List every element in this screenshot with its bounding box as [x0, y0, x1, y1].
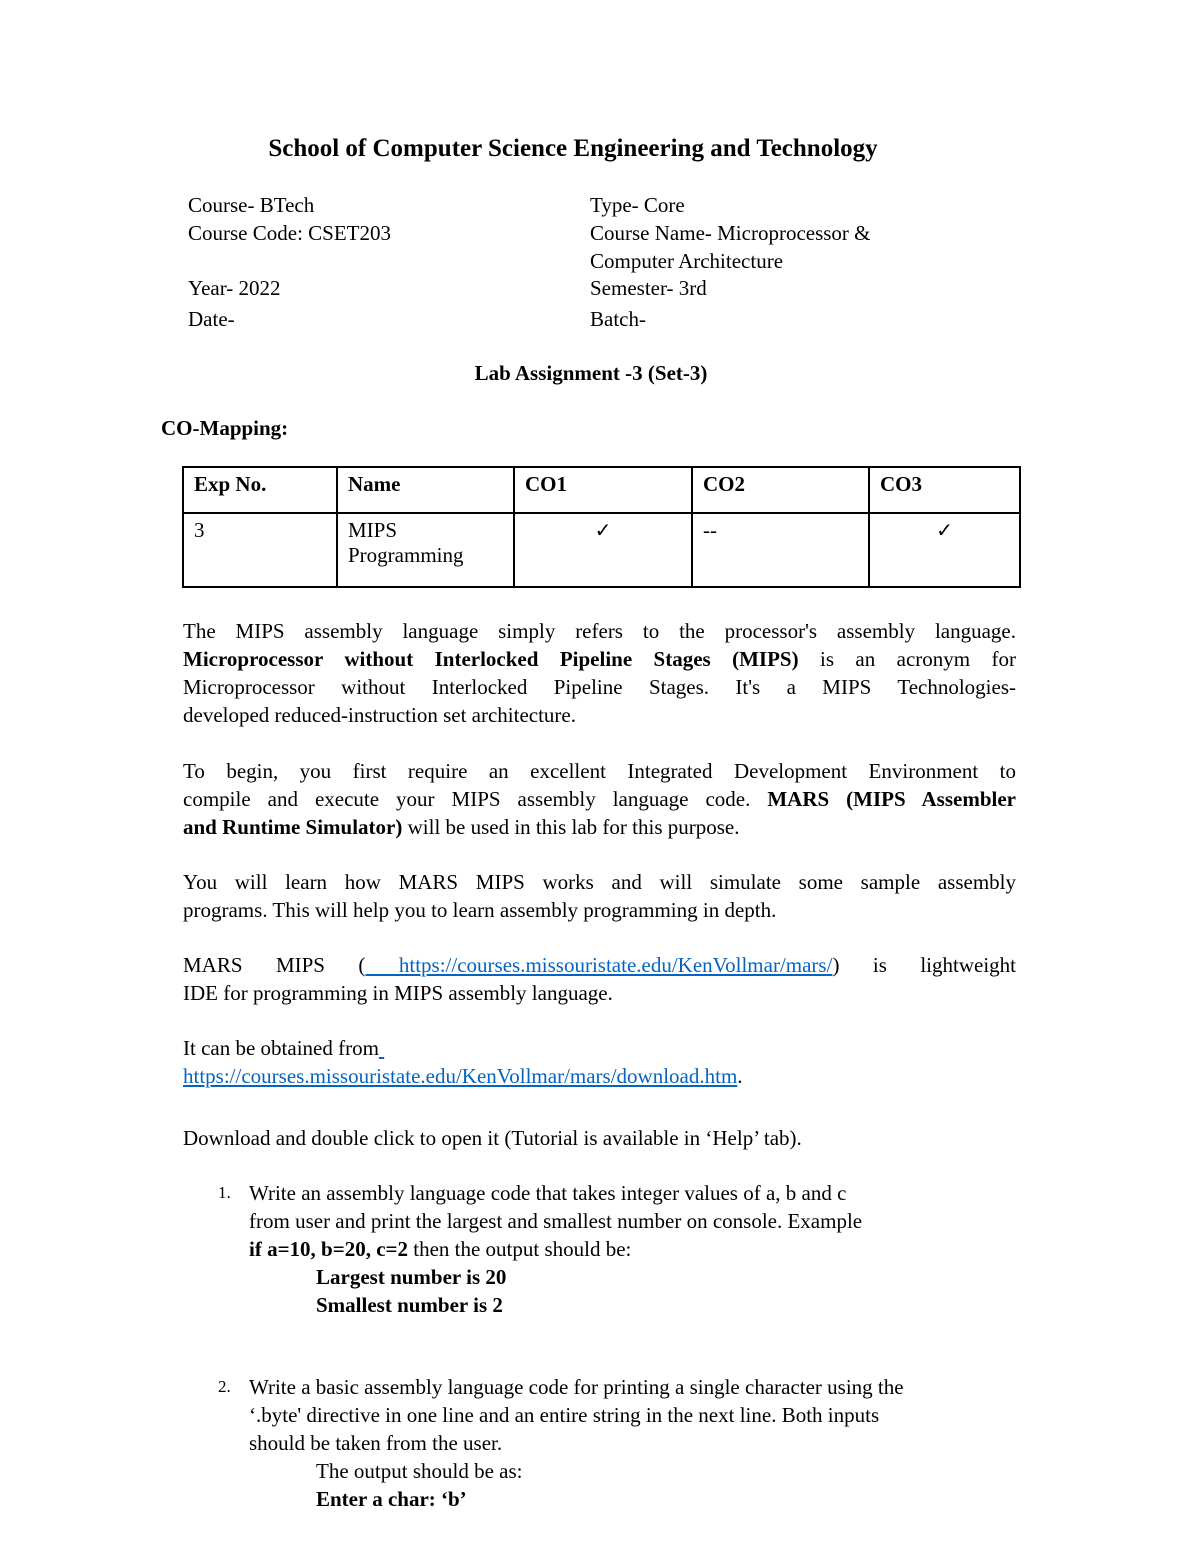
output-line-char: Enter a char: ‘b’ [316, 1487, 467, 1511]
text-line: IDE for programming in MIPS assembly language. [183, 981, 613, 1005]
header-co2: CO2 [692, 467, 869, 513]
text-line [249, 1235, 862, 1263]
header-name: Name [337, 467, 514, 513]
cell-name-line2: Programming [348, 543, 464, 567]
paragraph-ide [183, 757, 1016, 841]
paragraph-mips-intro [183, 617, 1016, 729]
bold-term: if a=10, b=20, c=2 [249, 1237, 408, 1261]
output-line-largest: Largest number is 20 [316, 1265, 507, 1289]
text-line: The output should be as: [316, 1459, 523, 1483]
text-line: ‘.byte' directive in one line and an entire string in the next line. Both inputs [249, 1403, 880, 1427]
meta-course-code: Course Code: CSET203 [188, 221, 391, 245]
cell-co2: -- [692, 513, 869, 587]
bold-term: MARS (MIPS Assembler [767, 787, 1016, 811]
text-span: will be used in this lab for this purpose. [402, 815, 740, 839]
text-span: compile and execute your MIPS assembly language code. [183, 787, 768, 811]
text-line [183, 1034, 1016, 1062]
mars-download-link[interactable]: https://courses.missouristate.edu/KenVollmar/mars/download.htm [183, 1064, 738, 1088]
meta-course-name-2: Computer Architecture [590, 249, 784, 273]
text-line [183, 951, 1016, 979]
question-2-number: 2. [218, 1377, 231, 1396]
text-line: The MIPS assembly language simply refers to the processor's assembly language. [183, 619, 1016, 643]
text-span: MARS MIPS ( [183, 953, 366, 977]
text-span: is an acronym for [798, 647, 1016, 671]
assignment-title: Lab Assignment -3 (Set-3) [474, 361, 708, 385]
text-line: should be taken from the user. [249, 1431, 503, 1455]
text-line [183, 813, 1016, 841]
meta-date: Date- [188, 307, 235, 331]
checkmark-icon: ✓ [594, 518, 612, 542]
meta-batch: Batch- [590, 307, 646, 331]
meta-course-name-1: Course Name- Microprocessor & [590, 221, 871, 245]
meta-semester: Semester- 3rd [590, 276, 707, 300]
mars-home-link[interactable]: https://courses.missouristate.edu/KenVollmar/mars/ [365, 953, 833, 977]
text-line: Write a basic assembly language code for printing a single character using the [249, 1375, 904, 1399]
question-2 [249, 1373, 904, 1513]
text-span: then the output should be: [407, 1237, 632, 1261]
text-line [183, 785, 1016, 813]
question-1 [249, 1179, 862, 1319]
document-title: School of Computer Science Engineering and Technology [268, 135, 878, 162]
text-line [183, 1062, 1016, 1090]
link-underline-space[interactable] [379, 1036, 384, 1060]
text-line: from user and print the largest and smallest number on console. Example [249, 1209, 863, 1233]
text-line: Microprocessor without Interlocked Pipeline Stages. It's a MIPS Technologies- [183, 675, 1016, 699]
cell-name-line1: MIPS [348, 518, 398, 542]
paragraph-mars-link [183, 951, 1016, 1007]
co-mapping-table [182, 466, 1021, 588]
header-co1: CO1 [514, 467, 692, 513]
paragraph-download [183, 1034, 1016, 1090]
cell-co3 [869, 513, 1020, 587]
text-line [183, 645, 1016, 673]
text-line: To begin, you first require an excellent Integrated Development Environment to [183, 759, 1016, 783]
cell-co1 [514, 513, 692, 587]
text-line: programs. This will help you to learn assembly programming in depth. [183, 898, 777, 922]
header-exp-no: Exp No. [183, 467, 337, 513]
question-1-number: 1. [218, 1183, 231, 1202]
co-mapping-label: CO-Mapping: [161, 416, 289, 440]
paragraph-instructions: Download and double click to open it (Tutorial is available in ‘Help’ tab). [183, 1126, 802, 1150]
table-row [183, 513, 1020, 587]
cell-name [337, 513, 514, 587]
text-span: ) is lightweight [832, 953, 1016, 977]
table-header-row [183, 467, 1020, 513]
text-span: It can be obtained from [183, 1036, 379, 1060]
paragraph-learn [183, 868, 1016, 924]
meta-type: Type- Core [590, 193, 685, 217]
header-co3: CO3 [869, 467, 1020, 513]
output-line-smallest: Smallest number is 2 [316, 1293, 503, 1317]
text-line: You will learn how MARS MIPS works and will simulate some sample assembly [183, 870, 1016, 894]
bold-term: Microprocessor without Interlocked Pipeline Stages (MIPS) [183, 647, 799, 671]
text-line: developed reduced-instruction set architecture. [183, 703, 576, 727]
meta-year: Year- 2022 [188, 276, 281, 300]
text-line: Write an assembly language code that takes integer values of a, b and c [249, 1181, 847, 1205]
cell-exp-no: 3 [183, 513, 337, 587]
checkmark-icon: ✓ [936, 518, 953, 542]
bold-term: and Runtime Simulator) [183, 815, 403, 839]
meta-course: Course- BTech [188, 193, 315, 217]
text-span: . [737, 1064, 743, 1088]
